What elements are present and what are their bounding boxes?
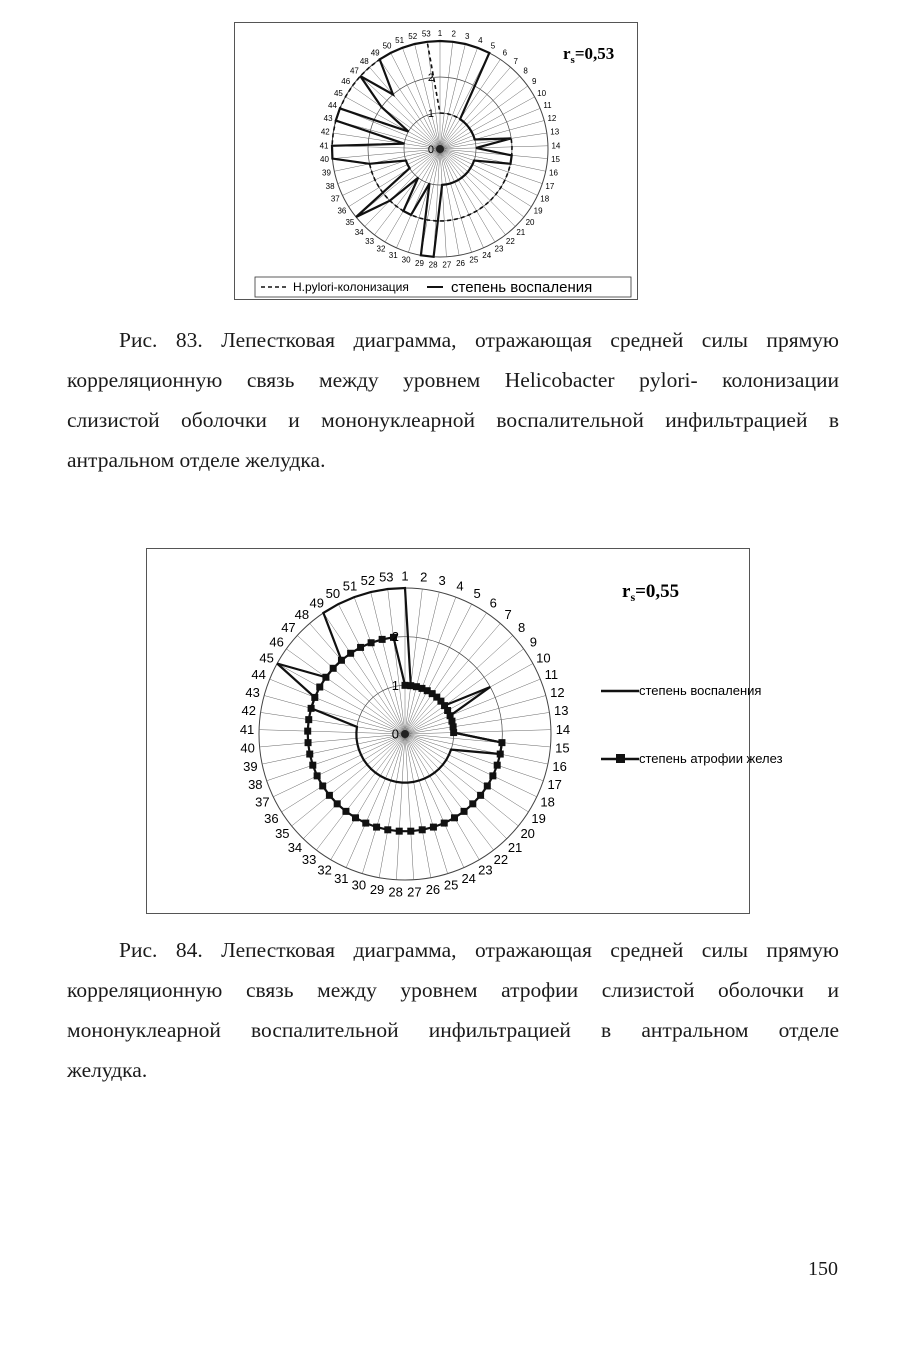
legend-label-line: степень атрофии желез	[639, 751, 783, 766]
category-label: 12	[547, 114, 557, 124]
series-point	[379, 636, 386, 643]
series-point	[498, 739, 505, 746]
category-label: 17	[547, 777, 562, 793]
grid-spoke	[332, 149, 440, 159]
category-label: 46	[341, 77, 351, 87]
category-label: 26	[425, 882, 441, 898]
category-label: 35	[275, 826, 290, 842]
radar-chart-84	[147, 549, 783, 913]
grid-spoke	[303, 734, 405, 839]
category-label: 25	[469, 255, 479, 265]
grid-spoke	[440, 149, 531, 207]
series-point	[396, 828, 403, 835]
category-label: 2	[451, 29, 456, 39]
series-point	[338, 657, 345, 664]
category-label: 45	[333, 88, 343, 98]
grid-spoke	[333, 133, 440, 149]
series-point	[384, 826, 391, 833]
series-point	[330, 665, 337, 672]
category-label: 32	[376, 244, 386, 254]
grid-spoke	[391, 53, 440, 149]
grid-spoke	[396, 734, 405, 880]
radar-chart-83	[235, 23, 637, 299]
category-label: 23	[478, 862, 493, 878]
series-point	[451, 814, 458, 821]
series-point	[373, 824, 380, 831]
category-label: 13	[554, 703, 569, 719]
category-label: 8	[517, 619, 526, 635]
series-point	[305, 739, 312, 746]
grid-spoke	[405, 734, 550, 747]
category-label: 22	[505, 237, 515, 247]
category-label: 48	[359, 56, 369, 66]
grid-spoke	[338, 604, 405, 734]
category-label: 19	[531, 810, 546, 826]
category-label: 43	[323, 114, 333, 124]
grid-spoke	[440, 149, 542, 184]
grid-spoke	[396, 149, 440, 248]
category-label: 38	[248, 777, 263, 793]
series-point	[407, 828, 414, 835]
series-point	[334, 800, 341, 807]
category-label: 49	[370, 48, 380, 58]
category-label: 13	[550, 127, 560, 137]
radial-tick-labels	[428, 72, 434, 156]
category-label: 18	[540, 194, 550, 204]
grid-spoke	[440, 67, 511, 149]
radial-tick-label: 1	[391, 677, 399, 693]
category-label: 17	[545, 181, 555, 191]
category-label: 14	[555, 721, 571, 737]
category-label: 30	[401, 255, 411, 265]
category-label: 52	[408, 32, 418, 42]
series-point	[362, 820, 369, 827]
category-label: 50	[382, 41, 392, 51]
category-label: 9	[532, 77, 537, 87]
category-label: 16	[549, 168, 558, 178]
caption-line: Рис. 84. Лепестковая диаграмма, отражающая средней силы прямую	[119, 938, 839, 962]
series-point	[450, 729, 457, 736]
series-point	[484, 782, 491, 789]
category-label: 5	[490, 41, 496, 51]
category-label: 42	[241, 703, 256, 719]
category-label: 53	[421, 29, 431, 39]
radial-tick-label: 2	[391, 629, 399, 645]
series-point	[368, 639, 375, 646]
category-label: 21	[516, 228, 526, 238]
category-label: 1	[401, 568, 409, 584]
series-point	[497, 751, 504, 758]
category-label: 49	[309, 595, 324, 611]
category-label: 10	[537, 88, 547, 98]
legend-label-inflammation	[639, 683, 761, 698]
figure-83	[234, 22, 638, 300]
series-point	[311, 694, 318, 701]
category-label: 15	[551, 155, 560, 165]
category-label: 3	[465, 32, 470, 42]
grid-spoke	[346, 734, 405, 868]
category-label: 7	[513, 56, 518, 66]
category-label: 19	[533, 206, 543, 216]
category-label: 28	[388, 884, 403, 900]
series-point	[469, 800, 476, 807]
category-label: 51	[342, 578, 358, 594]
grid-spoke	[270, 679, 405, 734]
series-point	[305, 716, 312, 723]
category-label: 36	[264, 810, 279, 826]
category-label: 29	[415, 258, 424, 268]
caption-line: слизистой оболочки и мононуклеарной воспалительной инфильтрацией в	[67, 408, 839, 432]
category-label: 39	[322, 168, 331, 178]
category-label: 4	[478, 36, 483, 46]
radial-tick-label: 0	[427, 143, 434, 156]
figure-83-caption	[67, 320, 839, 480]
radar-center	[401, 730, 409, 738]
series-point	[322, 674, 329, 681]
grid-spoke	[338, 149, 440, 184]
legend	[255, 277, 631, 297]
category-label: 43	[245, 684, 260, 700]
category-label: 4	[456, 578, 464, 594]
radial-tick-label: 2	[427, 71, 434, 84]
category-label: 51	[395, 36, 405, 46]
series-point	[441, 820, 448, 827]
category-label: 6	[502, 48, 508, 58]
category-label: 34	[354, 228, 364, 238]
category-label: 42	[320, 127, 330, 137]
grid-spoke	[277, 664, 405, 734]
legend-label-inflammation: степень воспаления	[451, 279, 593, 296]
legend-label-atrophy	[639, 751, 783, 766]
category-label: 50	[325, 585, 341, 601]
series-point	[494, 762, 501, 769]
category-label: 46	[269, 634, 284, 650]
caption-line: антральном отделе желудка.	[67, 448, 326, 472]
grid-spoke	[354, 597, 405, 734]
series-point	[319, 782, 326, 789]
page-number: 150	[808, 1258, 838, 1280]
legend-label-hpylori: H.pylori-колонизация	[293, 280, 409, 294]
radar-series	[332, 41, 512, 257]
category-label: 12	[550, 684, 565, 700]
radar-center	[436, 145, 444, 153]
category-label: 27	[407, 884, 422, 900]
category-label: 9	[529, 634, 537, 650]
category-label: 39	[243, 759, 258, 775]
radar-grid	[332, 41, 548, 257]
grid-spoke	[282, 734, 405, 812]
series-point	[306, 751, 313, 758]
grid-spoke	[405, 664, 533, 734]
category-label: 40	[320, 155, 329, 165]
series-point	[477, 792, 484, 799]
category-label: 14	[551, 141, 561, 151]
category-label: 24	[461, 871, 476, 887]
grid-spoke	[440, 146, 548, 149]
caption-line: желудка.	[67, 1058, 148, 1082]
category-label: 11	[543, 101, 552, 111]
series-point	[352, 814, 359, 821]
grid-spoke	[405, 734, 464, 868]
series-point	[316, 684, 323, 691]
category-label: 8	[523, 66, 528, 76]
legend-label-line: степень воспаления	[639, 683, 762, 698]
grid-spoke	[440, 133, 547, 149]
category-label: 32	[317, 862, 332, 878]
category-label: 11	[544, 667, 559, 683]
category-label: 21	[507, 839, 523, 855]
grid-spoke	[260, 734, 405, 747]
category-label: 15	[555, 740, 570, 756]
radial-tick-label: 0	[391, 726, 399, 742]
series-point	[309, 762, 316, 769]
grid-spoke	[405, 734, 548, 764]
category-label: 34	[287, 839, 303, 855]
grid-spoke	[261, 712, 405, 734]
category-label: 53	[379, 569, 394, 585]
series-point	[342, 808, 349, 815]
caption-line: мононуклеарной воспалительной инфильтрацией в антральном отделе	[67, 1018, 839, 1042]
category-label: 33	[365, 237, 375, 247]
category-label: 37	[255, 794, 270, 810]
caption-line: Рис. 83. Лепестковая диаграмма, отражающая средней силы прямую	[119, 328, 839, 352]
category-label: 47	[281, 619, 296, 635]
series-point	[489, 772, 496, 779]
category-label: 6	[489, 595, 497, 611]
figure-84-caption	[67, 930, 839, 1090]
grid-spoke	[402, 48, 440, 149]
category-label: 16	[552, 759, 567, 775]
category-label: 40	[240, 740, 255, 756]
legend	[601, 683, 783, 766]
figure-84	[146, 548, 783, 914]
category-label: 33	[301, 852, 317, 868]
grid-spoke	[405, 604, 472, 734]
series-point	[314, 772, 321, 779]
category-label: 20	[520, 826, 535, 842]
grid-spoke	[440, 108, 540, 149]
category-label: 18	[540, 794, 555, 810]
category-label: 28	[428, 260, 438, 270]
coefficient-label: $r_s=0,55$	[622, 581, 680, 604]
category-label: 44	[328, 101, 337, 111]
grid-spoke	[440, 149, 548, 159]
category-label: 29	[369, 882, 385, 898]
grid-spoke	[405, 730, 551, 734]
category-label: 23	[494, 244, 504, 254]
category-label: 24	[482, 250, 492, 260]
series-point	[326, 792, 333, 799]
category-label: 3	[438, 572, 446, 588]
category-label: 41	[239, 721, 255, 737]
grid-spoke	[440, 149, 484, 248]
grid-spoke	[405, 734, 414, 880]
category-label: 36	[337, 206, 347, 216]
grid-spoke	[259, 730, 405, 734]
series-point	[430, 824, 437, 831]
category-label: 48	[294, 606, 310, 622]
grid-spoke	[440, 97, 535, 149]
radial-tick-label: 1	[427, 107, 434, 120]
series-point	[304, 728, 311, 735]
category-label: 47	[349, 66, 359, 76]
series-point	[308, 705, 315, 712]
category-label: 5	[473, 585, 481, 601]
category-label: 20	[525, 217, 535, 227]
grid-spoke	[262, 734, 405, 764]
category-label: 52	[360, 572, 376, 588]
category-label: 10	[536, 650, 551, 666]
grid-spoke	[405, 734, 528, 812]
category-label: 30	[351, 877, 367, 893]
category-label: 37	[330, 194, 340, 204]
category-label: 22	[493, 852, 509, 868]
caption-line: корреляционную связь между уровнем Helicobacter pylori- колонизации	[67, 368, 839, 392]
grid-spoke	[267, 734, 405, 781]
category-label: 27	[442, 260, 452, 270]
series-point	[347, 650, 354, 657]
category-label: 38	[325, 181, 335, 191]
caption-line: корреляционную связь между уровнем атрофии слизистой оболочки и	[67, 978, 839, 1002]
category-label: 41	[319, 141, 329, 151]
category-label: 31	[388, 250, 398, 260]
category-label: 2	[420, 569, 428, 585]
grid-spoke	[405, 712, 549, 734]
series-point	[419, 826, 426, 833]
category-label: 1	[437, 28, 443, 38]
category-label: 44	[251, 667, 266, 683]
category-label: 25	[443, 877, 459, 893]
category-label: 7	[504, 606, 512, 622]
category-label: 31	[334, 871, 349, 887]
series-point	[357, 644, 364, 651]
series-point	[461, 808, 468, 815]
coefficient-label: $r_s=0,53$	[563, 44, 615, 66]
category-label: 35	[345, 217, 355, 227]
category-label: 45	[259, 650, 274, 666]
grid-spoke	[345, 97, 440, 149]
grid-spoke	[405, 734, 543, 781]
category-label: 26	[456, 258, 465, 268]
